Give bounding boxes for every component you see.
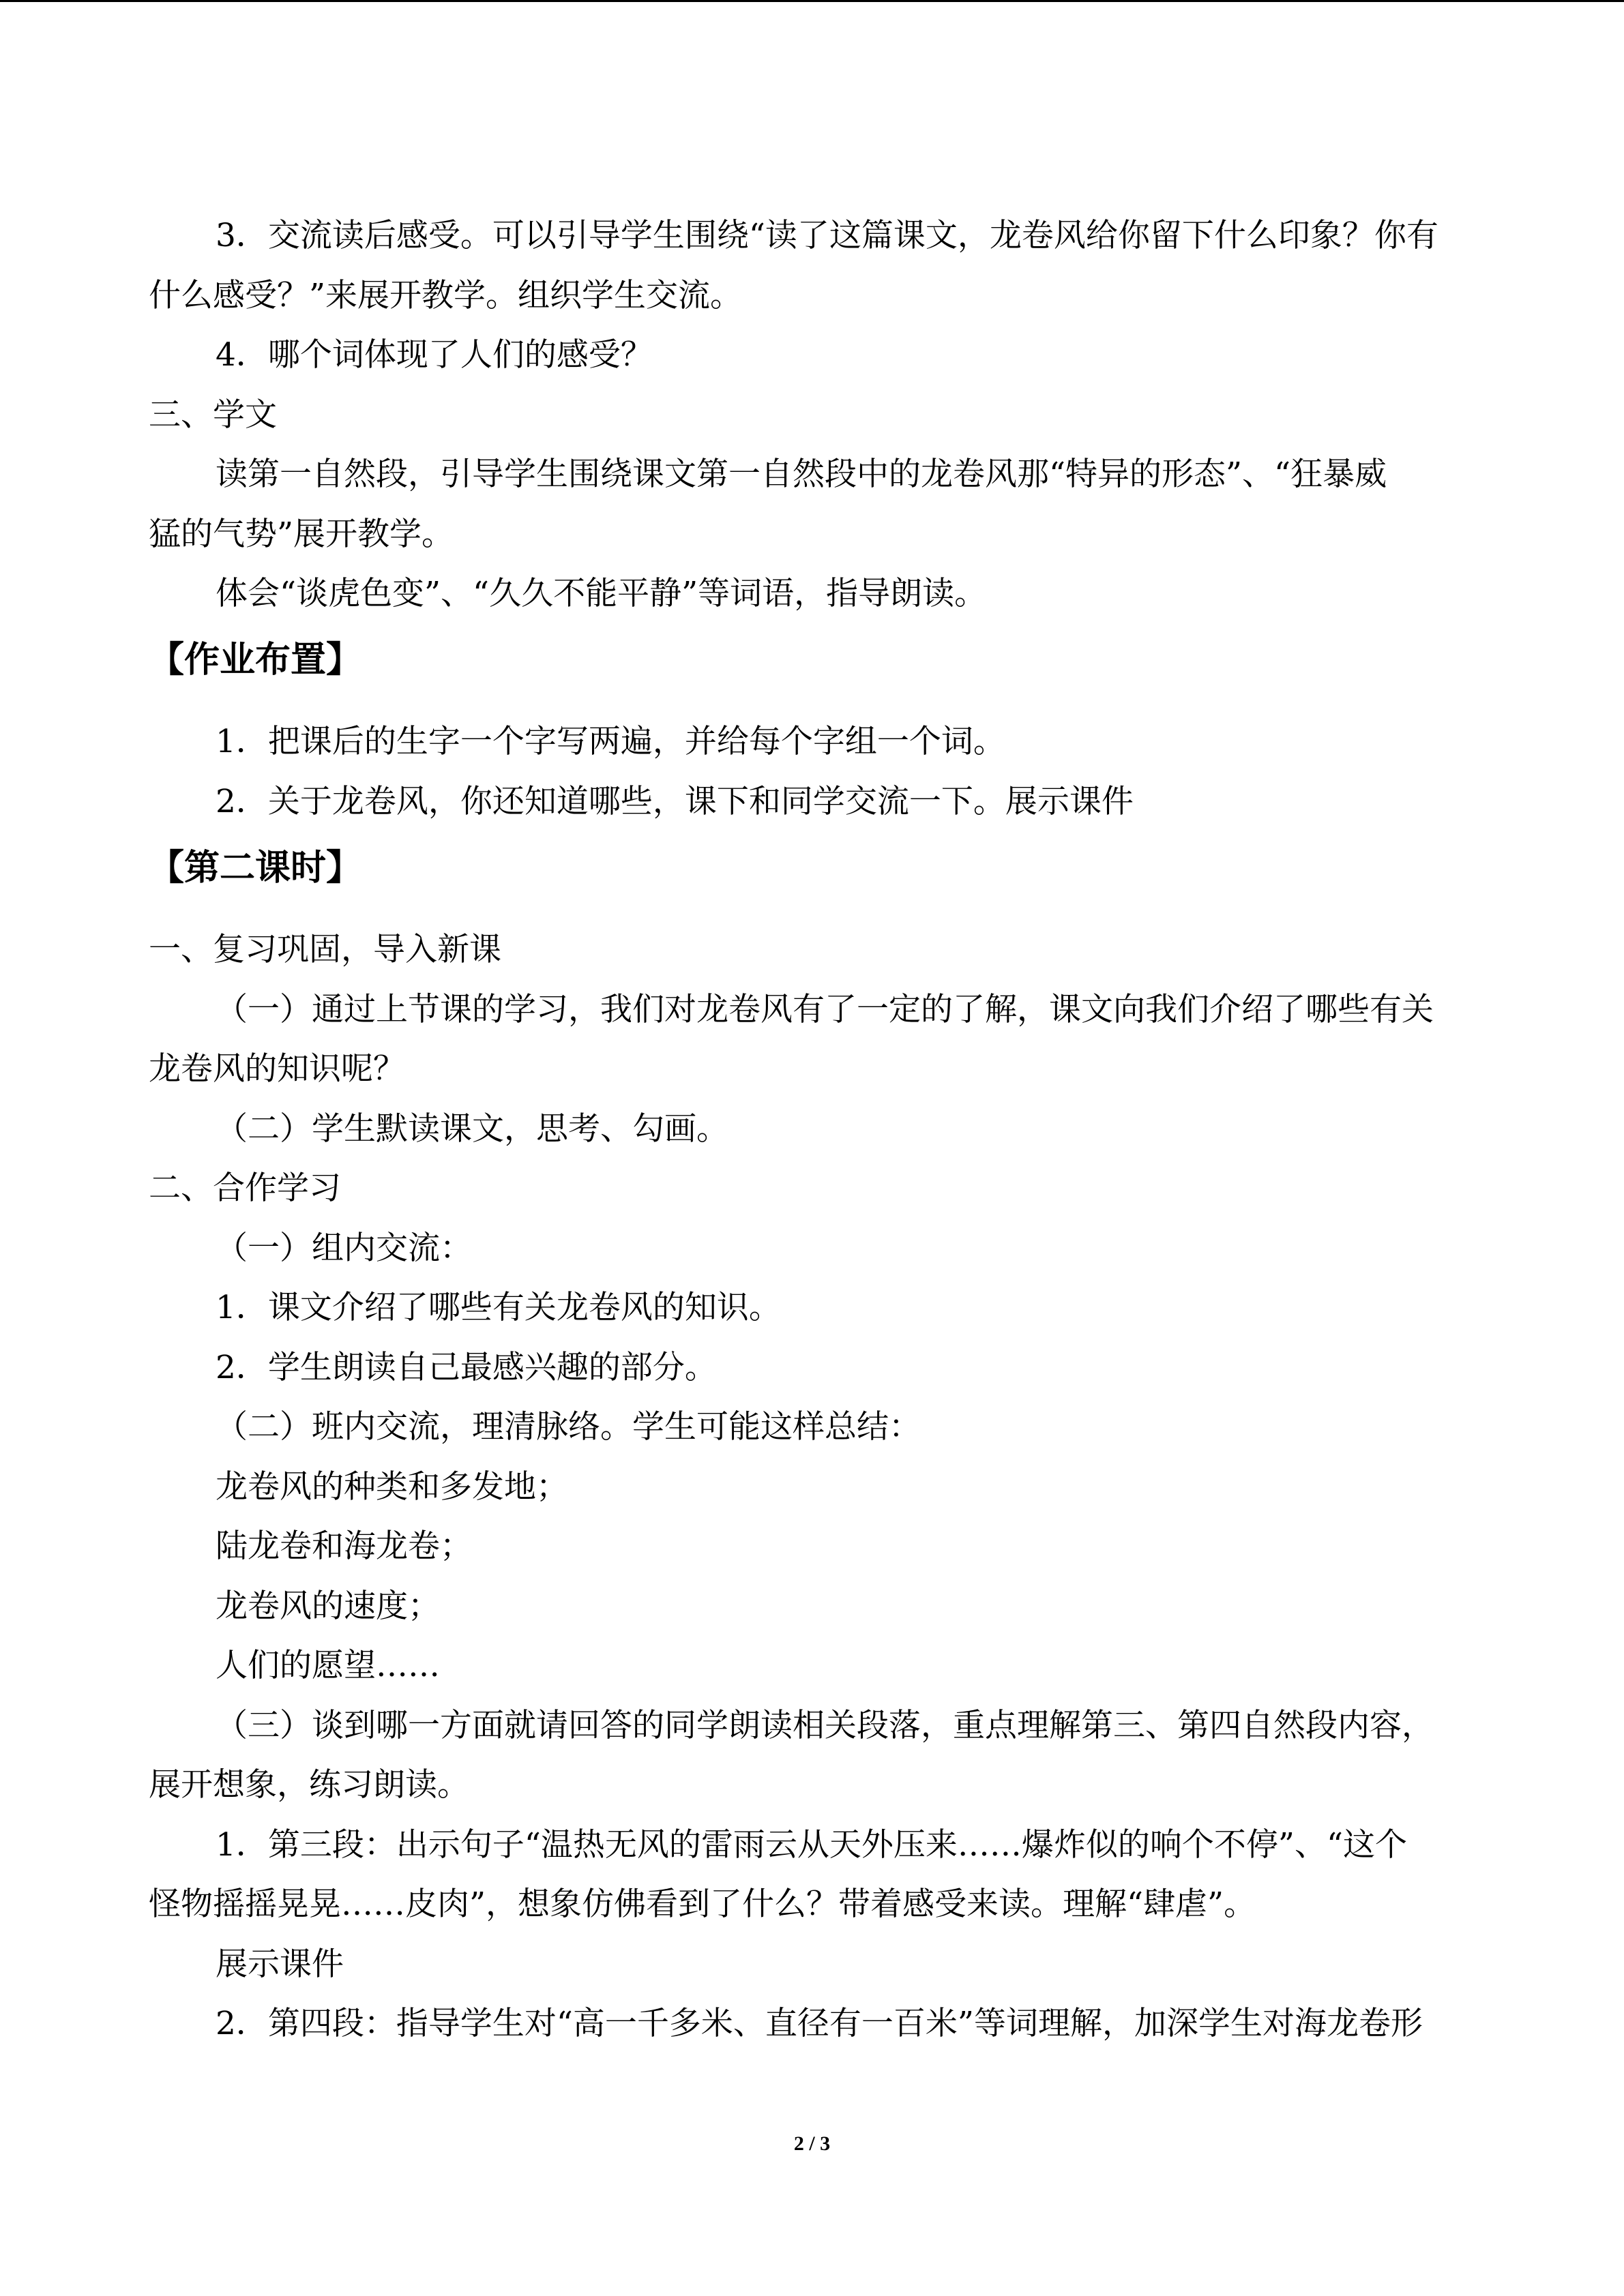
- paragraph-line: 什么感受？”来展开教学。组织学生交流。: [149, 277, 743, 314]
- heading-second-lesson: 【第二课时】: [149, 848, 362, 889]
- paragraph-line: 1．把课后的生字一个字写两遍，并给每个字组一个词。: [216, 723, 1005, 760]
- list-item: 龙卷风的种类和多发地；: [216, 1468, 568, 1506]
- paragraph-line: 体会“谈虎色变”、“久久不能平静”等词语，指导朗读。: [216, 575, 987, 612]
- paragraph-line: 2．第四段：指导学生对“高一千多米、直径有一百米”等词理解，加深学生对海龙卷形: [216, 2005, 1423, 2042]
- section-title: 一、复习巩固，导入新课: [149, 931, 501, 968]
- paragraph-line: 1．第三段：出示句子“温热无风的雷雨云从天外压来……爆炸似的响个不停”、“这个: [216, 1826, 1407, 1864]
- heading-homework: 【作业布置】: [149, 640, 362, 681]
- paragraph-line: （二）班内交流，理清脉络。学生可能这样总结：: [216, 1408, 921, 1446]
- list-item: 龙卷风的速度；: [216, 1587, 440, 1625]
- paragraph-line: 展示课件: [216, 1945, 344, 1983]
- paragraph-line: （一）组内交流：: [216, 1229, 472, 1267]
- paragraph-line: 3．交流读后感受。可以引导学生围绕“读了这篇课文，龙卷风给你留下什么印象？你有: [216, 217, 1438, 254]
- paragraph-line: 展开想象，练习朗读。: [149, 1766, 469, 1804]
- paragraph-line: （一）通过上节课的学习，我们对龙卷风有了一定的了解，课文向我们介绍了哪些有关: [216, 991, 1434, 1028]
- section-title: 二、合作学习: [149, 1169, 341, 1207]
- paragraph-line: 怪物摇摇晃晃……皮肉”，想象仿佛看到了什么？带着感受来读。理解“肆虐”。: [149, 1885, 1256, 1923]
- list-item: 陆龙卷和海龙卷；: [216, 1527, 472, 1565]
- page-number: 2 / 3: [793, 2132, 831, 2155]
- paragraph-line: 2．学生朗读自己最感兴趣的部分。: [216, 1349, 717, 1386]
- paragraph-line: （二）学生默读课文，思考、勾画。: [216, 1110, 728, 1148]
- paragraph-line: 1．课文介绍了哪些有关龙卷风的知识。: [216, 1289, 781, 1326]
- paragraph-line: 龙卷风的知识呢？: [149, 1050, 405, 1088]
- paragraph-line: 读第一自然段，引导学生围绕课文第一自然段中的龙卷风那“特异的形态”、“狂暴威: [216, 456, 1387, 493]
- paragraph-line: 4．哪个词体现了人们的感受？: [216, 336, 653, 374]
- list-item: 人们的愿望……: [216, 1647, 440, 1684]
- paragraph-line: 2．关于龙卷风，你还知道哪些，课下和同学交流一下。展示课件: [216, 783, 1134, 820]
- paragraph-line: （三）谈到哪一方面就请回答的同学朗读相关段落，重点理解第三、第四自然段内容，: [216, 1707, 1434, 1744]
- page-top-border: [0, 0, 1624, 2]
- section-title: 三、学文: [149, 396, 277, 434]
- paragraph-line: 猛的气势”展开教学。: [149, 516, 454, 553]
